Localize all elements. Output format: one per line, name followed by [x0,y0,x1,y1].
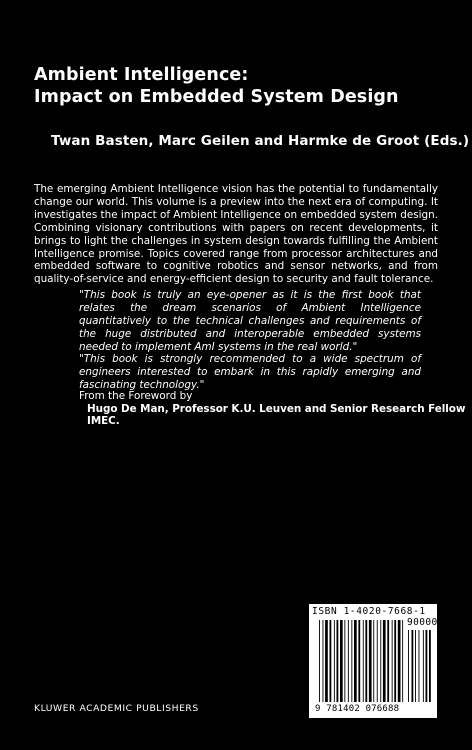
barcode-bar [412,630,414,702]
barcode-bar [380,620,381,702]
editors: Twan Basten, Marc Geilen and Harmke de Groot (Eds.) [51,133,470,149]
price-code: 90000 [407,617,438,628]
description-paragraph: The emerging Ambient Intelligence vision has the potential to fundamentally change our world. This volume is a preview into the next era of computing. It investigates the impact of Ambient Intelligence on embedded system design. Combining visionary contributions with papers on recent developments, it brings to light the challenges in system design towards fulfilling the Ambient Intelligence promise. Topics covered range from processor architectures and embedded software to cognitive robotics and sensor networks, and from quality-of-service and energy-efficient design to security and fault tolerance. [34,183,438,286]
barcode-bar [394,620,396,702]
barcode-bar [351,620,352,702]
barcode-bar [334,620,335,702]
endorsement-quote-2: "This book is strongly recommended to a wide spectrum of engineers interested to embark in this rapidly emerging and fascinating technology." [79,353,421,391]
barcode-bar [377,620,378,702]
barcode-bar [337,620,339,702]
foreword-author: Hugo De Man, Professor K.U. Leuven and Senior Research Fellow IMEC. [87,403,466,427]
barcode-bar [325,620,328,702]
barcode-bar [383,620,386,702]
barcode-box [309,604,437,718]
foreword-lead: From the Foreword by [79,390,193,402]
barcode-bar [415,630,416,702]
barcode-bar [354,620,357,702]
isbn-text: ISBN 1-4020-7668-1 [312,606,426,617]
ean-digits: 9 781402 076688 [315,704,400,714]
barcode-bar [365,620,367,702]
barcode-bar [330,620,332,702]
publisher-name: KLUWER ACADEMIC PUBLISHERS [34,703,199,714]
barcode-bar [429,630,431,702]
title-line-1: Ambient Intelligence: [34,65,249,85]
barcode-bar [419,630,420,702]
barcode-bar [319,620,320,702]
barcode-bar [340,620,343,702]
barcode-bar [423,630,424,702]
book-title [34,64,399,108]
barcode-bar [363,620,364,702]
barcode-bar [323,620,324,702]
barcode-bar [373,620,374,702]
barcode-bar [408,630,409,702]
barcode-bar [369,620,372,702]
barcode-bar [348,620,349,702]
barcode-bar [344,620,345,702]
barcode-bar [398,620,401,702]
endorsement-quote-1: "This book is truly an eye-opener as it is the first book that relates the dream scenarios of Ambient Intelligence quantitatively to the technical challenges and requirements of the huge distributed and interoperable embedded systems needed to implement AmI systems in the real world." [79,289,421,353]
barcode-bar [392,620,393,702]
barcode-bar [402,620,403,702]
title-line-2: Impact on Embedded System Design [34,87,399,107]
barcode-bar [358,620,360,702]
barcode-bar [387,620,389,702]
barcode-bar [426,630,428,702]
